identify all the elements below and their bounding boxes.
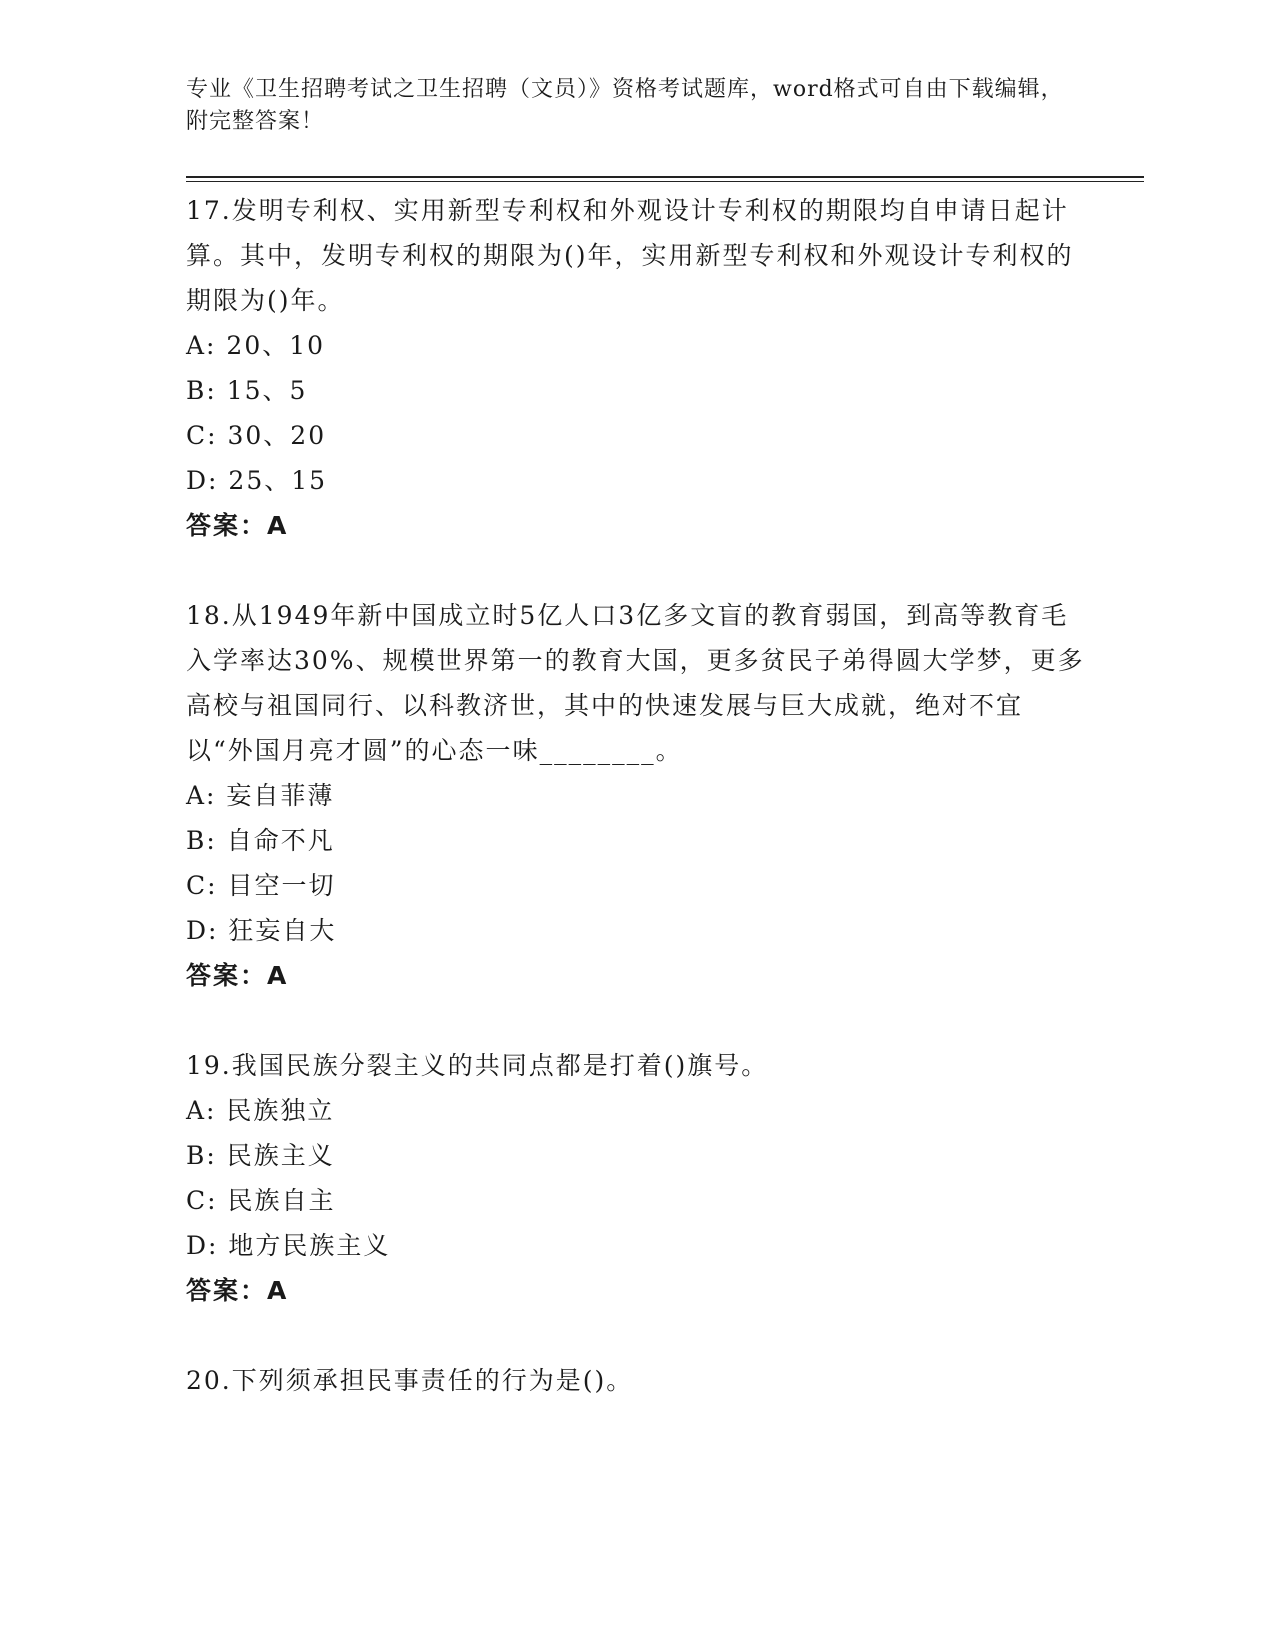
question-stem: 19.我国民族分裂主义的共同点都是打着()旗号。 (186, 1051, 769, 1080)
option-d: D: 地方民族主义 (186, 1231, 391, 1260)
question-stem: 17.发明专利权、实用新型专利权和外观设计专利权的期限均自申请日起计算。其中，发明专利权的期限为()年，实用新型专利权和外观设计专利权的期限为()年。 (186, 196, 1074, 315)
option-b: B: 民族主义 (186, 1141, 335, 1170)
question-20 (186, 1358, 1086, 1403)
answer: 答案：A (186, 961, 289, 990)
option-b: B: 自命不凡 (186, 826, 335, 855)
question-stem: 18.从1949年新中国成立时5亿人口3亿多文盲的教育弱国，到高等教育毛入学率达30%、规模世界第一的教育大国，更多贫民子弟得圆大学梦，更多高校与祖国同行、以科教济世，其中的快速发展与巨大成就，绝对不宜以“外国月亮才圆”的心态一味________。 (186, 601, 1085, 765)
document-header: 专业《卫生招聘考试之卫生招聘（文员）》资格考试题库，word格式可自由下载编辑，附完整答案！ (186, 77, 1064, 134)
question-stem: 20.下列须承担民事责任的行为是()。 (186, 1366, 634, 1395)
header-rule-thick (186, 176, 1144, 178)
option-b: B: 15、5 (186, 376, 308, 405)
option-c: C: 30、20 (186, 421, 327, 450)
option-c: C: 民族自主 (186, 1186, 336, 1215)
question-list (186, 188, 1086, 1403)
option-d: D: 狂妄自大 (186, 916, 337, 945)
option-d: D: 25、15 (186, 466, 328, 495)
question-17 (186, 188, 1086, 548)
question-19 (186, 1043, 1086, 1313)
question-18 (186, 593, 1086, 998)
option-a: A: 20、10 (186, 331, 326, 360)
answer: 答案：A (186, 511, 289, 540)
option-c: C: 目空一切 (186, 871, 336, 900)
header-rule-thin (186, 181, 1144, 182)
option-a: A: 妄自菲薄 (186, 781, 335, 810)
answer: 答案：A (186, 1276, 289, 1305)
option-a: A: 民族独立 (186, 1096, 335, 1125)
